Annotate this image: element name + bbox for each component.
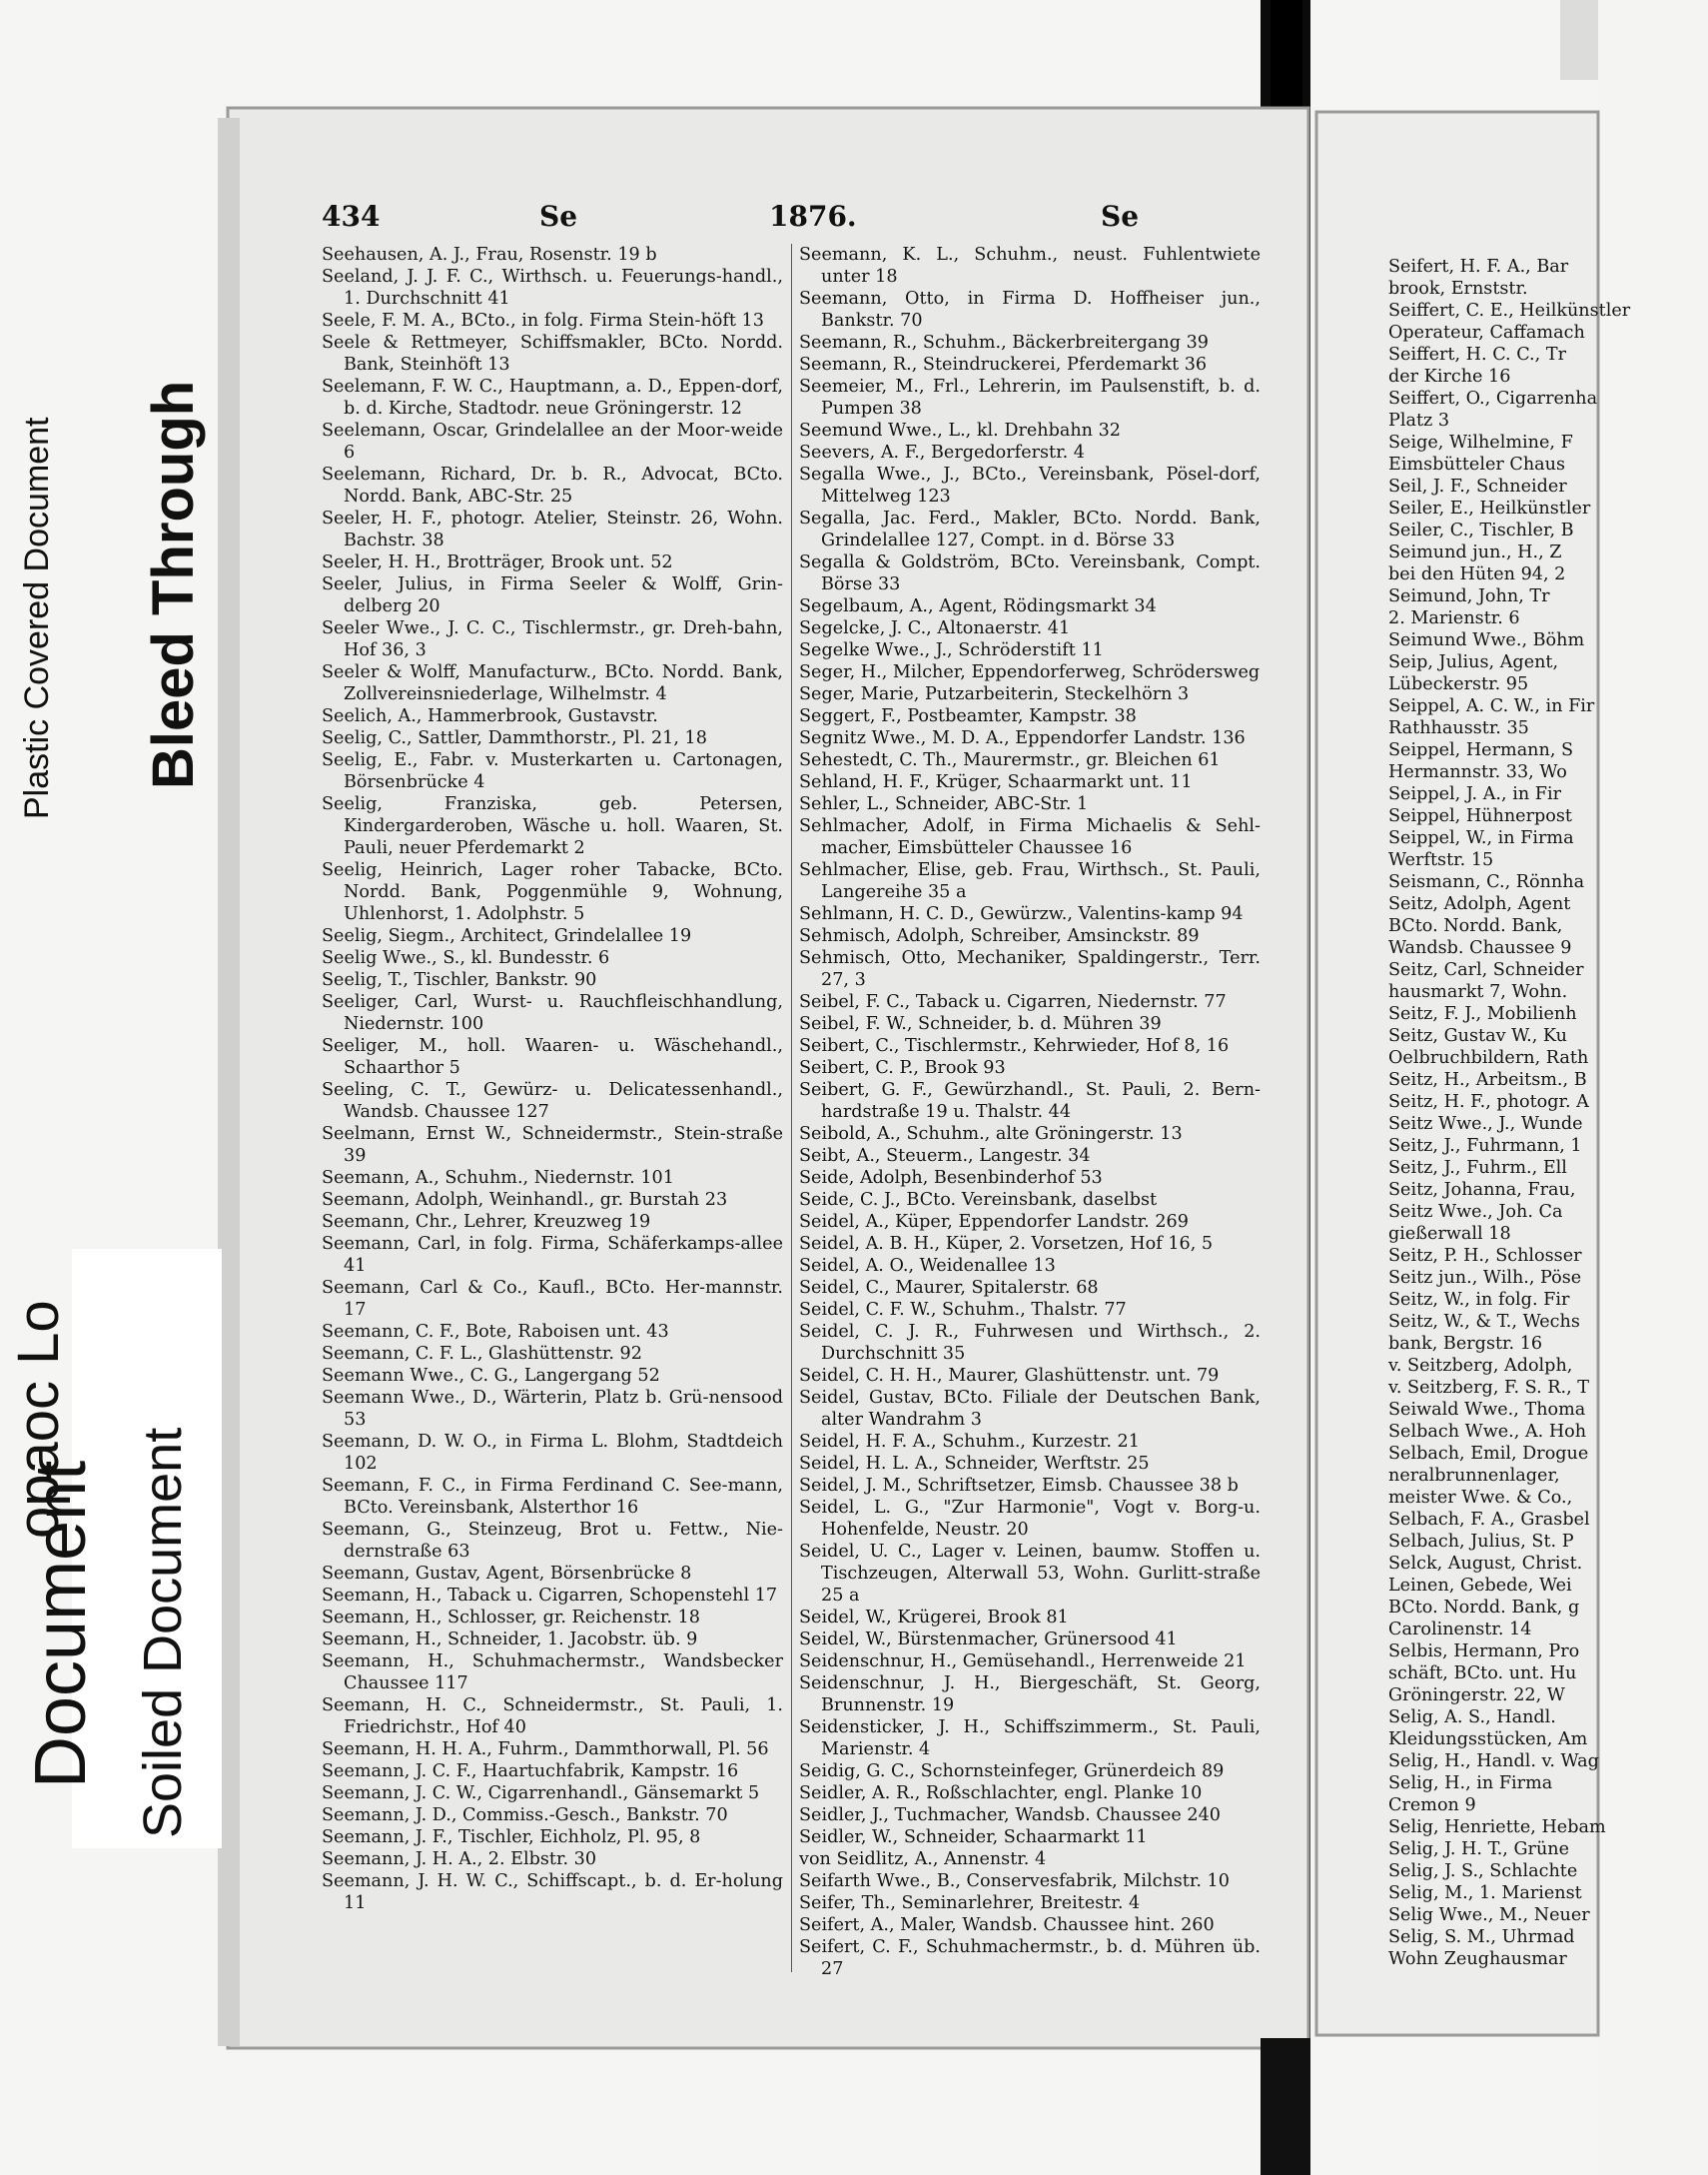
directory-entry: Seibert, C. P., Brook 93 [799, 1058, 1006, 1078]
directory-entry: Selbach, Emil, Drogue [1388, 1444, 1589, 1464]
directory-entry: gießerwall 18 [1388, 1224, 1511, 1244]
directory-entry: Seitz Wwe., J., Wunde [1388, 1114, 1583, 1134]
directory-entry: Seemann, K. L., Schuhm., neust. Fuhlentwiete unter 18 [799, 245, 1261, 287]
directory-entry: Seemann, G., Steinzeug, Brot u. Fettw., Nie-dernstraße 63 [322, 1520, 783, 1562]
directory-entry: Segalla Wwe., J., BCto., Vereinsbank, Pösel-dorf, Mittelweg 123 [799, 465, 1261, 507]
directory-entry: Seippel, A. C. W., in Fir [1388, 696, 1595, 716]
directory-entry: Kleidungsstücken, Am [1388, 1729, 1588, 1749]
directory-entry: Seitz, Johanna, Frau, [1388, 1180, 1576, 1200]
directory-entry: Seige, Wilhelmine, F [1388, 433, 1573, 453]
directory-entry: Seidel, L. G., "Zur Harmonie", Vogt v. Borg-u. Hohenfelde, Neustr. 20 [799, 1498, 1261, 1540]
directory-entry: Seemann, C. F., Bote, Raboisen unt. 43 [322, 1322, 669, 1342]
directory-entry: Seemann, J. H. A., 2. Elbstr. 30 [322, 1849, 597, 1869]
directory-entry: Seitz, Gustav W., Ku [1388, 1026, 1567, 1046]
directory-entry: Seiwald Wwe., Thoma [1388, 1400, 1586, 1420]
directory-entry: neralbrunnenlager, [1388, 1466, 1560, 1486]
directory-entry: Seifarth Wwe., B., Conservesfabrik, Milchstr. 10 [799, 1871, 1230, 1891]
directory-entry: Seemann, J. H. W. C., Schiffscapt., b. d. Er-holung 11 [322, 1871, 783, 1913]
directory-entry: Seidel, C. J. R., Fuhrwesen und Wirthsch., 2. Durchschnitt 35 [799, 1322, 1261, 1364]
directory-entry: Seide, Adolph, Besenbinderhof 53 [799, 1168, 1103, 1188]
directory-entry: Selbach, Julius, St. P [1388, 1532, 1574, 1552]
directory-entry: Selbach Wwe., A. Hoh [1388, 1422, 1587, 1442]
directory-entry: Seippel, J. A., in Fir [1388, 784, 1561, 804]
directory-entry: Selck, August, Christ. [1388, 1554, 1583, 1574]
directory-entry: Seifert, A., Maler, Wandsb. Chaussee hint. 260 [799, 1915, 1215, 1935]
directory-entry: Seitz jun., Wilh., Pöse [1388, 1268, 1582, 1288]
directory-page [240, 112, 1296, 2040]
directory-entry: Seidenschnur, H., Gemüsehandl., Herrenweide 21 [799, 1651, 1247, 1671]
directory-entry: Seitz, H. F., photogr. A [1388, 1092, 1589, 1112]
directory-entry: Oelbruchbildern, Rath [1388, 1048, 1589, 1068]
directory-entry: Seemann, Carl, in folg. Firma, Schäferkamps-allee 41 [322, 1234, 783, 1276]
directory-entry: Seeler & Wolff, Manufacturw., BCto. Nordd. Bank, Zollvereinsniederlage, Wilhelmstr. 4 [322, 662, 783, 704]
directory-entry: Seelemann, Oscar, Grindelallee an der Moor-weide 6 [322, 421, 783, 463]
page-header [322, 200, 1211, 240]
directory-entry: Eimsbütteler Chaus [1388, 455, 1566, 475]
directory-entry: Seger, H., Milcher, Eppendorferweg, Schrödersweg [799, 662, 1261, 682]
directory-entry: Seeliger, Carl, Wurst- u. Rauchfleischhandlung, Niedernstr. 100 [322, 992, 783, 1034]
directory-entry: Seitz, W., in folg. Fir [1388, 1290, 1570, 1310]
directory-entry: Seemann, H., Schneider, 1. Jacobstr. üb. 9 [322, 1630, 698, 1649]
directory-entry: Sehlmann, H. C. D., Gewürzw., Valentins-kamp 94 [799, 904, 1244, 924]
directory-entry: Sehestedt, C. Th., Maurermstr., gr. Bleichen 61 [799, 750, 1221, 770]
directory-entry: Selig Wwe., M., Neuer [1388, 1905, 1590, 1925]
directory-entry: Sehmisch, Otto, Mechaniker, Spaldingerstr., Terr. 27, 3 [799, 948, 1261, 990]
directory-entry: Seidel, H. F. A., Schuhm., Kurzestr. 21 [799, 1432, 1140, 1452]
next-page-column [1388, 256, 1708, 1970]
directory-entry: Seemann, H., Schuhmachermstr., Wandsbecker Chaussee 117 [322, 1651, 783, 1693]
directory-entry: Lübeckerstr. 95 [1388, 674, 1529, 694]
directory-entry: Sehlmacher, Elise, geb. Frau, Wirthsch., St. Pauli, Langereihe 35 a [799, 860, 1261, 902]
directory-entry: Seiffert, C. E., Heilkünstler [1388, 301, 1631, 321]
directory-entry: Seggert, F., Postbeamter, Kampstr. 38 [799, 706, 1137, 726]
directory-entry: Seele, F. M. A., BCto., in folg. Firma Stein-höft 13 [322, 311, 764, 331]
directory-entry: Segelke Wwe., J., Schröderstift 11 [799, 640, 1104, 660]
directory-entry: Segalla, Jac. Ferd., Makler, BCto. Nordd. Bank, Grindelallee 127, Compt. in d. Börse 33 [799, 509, 1261, 550]
directory-entry: Seidel, W., Krügerei, Brook 81 [799, 1608, 1069, 1628]
directory-entry: Sehland, H. F., Krüger, Schaarmarkt unt. 11 [799, 772, 1193, 792]
directory-entry: Selbis, Hermann, Pro [1388, 1641, 1580, 1661]
left-column [322, 244, 783, 1914]
directory-entry: brook, Ernststr. [1388, 279, 1528, 299]
directory-entry: Seifert, C. F., Schuhmachermstr., b. d. Mühren üb. 27 [799, 1937, 1261, 1979]
directory-entry: Seelig, E., Fabr. v. Musterkarten u. Cartonagen, Börsenbrücke 4 [322, 750, 783, 792]
directory-entry: Seemann, R., Schuhm., Bäckerbreitergang 39 [799, 333, 1209, 353]
directory-entry: Seger, Marie, Putzarbeiterin, Steckelhörn 3 [799, 684, 1190, 704]
directory-entry: Seil, J. F., Schneider [1388, 477, 1567, 497]
directory-entry: v. Seitzberg, F. S. R., T [1388, 1378, 1590, 1398]
directory-entry: Seitz, Carl, Schneider [1388, 960, 1584, 980]
directory-entry: BCto. Nordd. Bank, g [1388, 1598, 1580, 1618]
directory-entry: Seelig, Franziska, geb. Petersen, Kindergarderoben, Wäsche u. holl. Waaren, St. Pauli, neuer Pferdemarkt 2 [322, 794, 783, 858]
directory-entry: Seitz, J., Fuhrm., Ell [1388, 1158, 1567, 1178]
directory-entry: Seemann, J. C. F., Haartuchfabrik, Kampstr. 16 [322, 1761, 739, 1781]
directory-entry: Seide, C. J., BCto. Vereinsbank, daselbst [799, 1190, 1158, 1210]
directory-entry: Seidel, C., Maurer, Spitalerstr. 68 [799, 1278, 1099, 1298]
document-label: Document [21, 1460, 101, 1788]
directory-entry: Seip, Julius, Agent, [1388, 652, 1559, 672]
directory-entry: Selbach, F. A., Grasbel [1388, 1510, 1590, 1530]
directory-entry: hausmarkt 7, Wohn. [1388, 982, 1568, 1002]
directory-entry: Seeler Wwe., J. C. C., Tischlermstr., gr. Dreh-bahn, Hof 36, 3 [322, 618, 783, 660]
directory-entry: Platz 3 [1388, 411, 1450, 431]
directory-entry: Seelemann, F. W. C., Hauptmann, a. D., Eppen-dorf, b. d. Kirche, Stadtodr. neue Gröningerstr. 12 [322, 377, 783, 419]
cut-off-label: opaoc Lo [6, 1300, 71, 1539]
directory-entry: Seippel, Hermann, S [1388, 740, 1574, 760]
directory-entry: Werftstr. 15 [1388, 850, 1494, 870]
directory-entry: Seimund, John, Tr [1388, 586, 1550, 606]
directory-entry: Seimund jun., H., Z [1388, 543, 1562, 562]
directory-entry: Hermannstr. 33, Wo [1388, 762, 1567, 782]
directory-entry: Seibert, G. F., Gewürzhandl., St. Pauli, 2. Bern-hardstraße 19 u. Thalstr. 44 [799, 1080, 1261, 1122]
directory-entry: Wohn Zeughausmar [1388, 1949, 1567, 1969]
directory-entry: Seemund Wwe., L., kl. Drehbahn 32 [799, 421, 1121, 441]
directory-entry: Seidel, A. B. H., Küper, 2. Vorsetzen, Hof 16, 5 [799, 1234, 1214, 1254]
directory-entry: Leinen, Gebede, Wei [1388, 1576, 1572, 1596]
directory-entry: Seeler, Julius, in Firma Seeler & Wolff, Grin-delberg 20 [322, 574, 783, 616]
directory-entry: Seismann, C., Rönnha [1388, 872, 1585, 892]
directory-entry: schäft, BCto. unt. Hu [1388, 1663, 1577, 1683]
directory-entry: Seelig, Siegm., Architect, Grindelallee 19 [322, 926, 692, 946]
directory-entry: Seelemann, Richard, Dr. b. R., Advocat, BCto. Nordd. Bank, ABC-Str. 25 [322, 465, 783, 507]
directory-entry: Seitz, F. J., Mobilienh [1388, 1004, 1577, 1024]
column-divider [791, 244, 792, 1972]
directory-entry: Seemann, J. F., Tischler, Eichholz, Pl. 95, 8 [322, 1827, 701, 1847]
directory-entry: Seidel, H. L. A., Schneider, Werftstr. 25 [799, 1454, 1150, 1474]
directory-entry: Seemeier, M., Frl., Lehrerin, im Paulsenstift, b. d. Pumpen 38 [799, 377, 1261, 419]
directory-entry: Seimund Wwe., Böhm [1388, 630, 1585, 650]
directory-entry: Seiler, C., Tischler, B [1388, 521, 1574, 541]
directory-entry: Seemann, H. H. A., Fuhrm., Dammthorwall, Pl. 56 [322, 1739, 769, 1759]
directory-entry: Seemann, D. W. O., in Firma L. Blohm, Stadtdeich 102 [322, 1432, 783, 1474]
header-year: 1876. [769, 200, 857, 233]
directory-entry: Seiffert, H. C. C., Tr [1388, 345, 1566, 365]
directory-entry: Seidel, W., Bürstenmacher, Grünersood 41 [799, 1630, 1178, 1649]
directory-entry: Seibert, C., Tischlermstr., Kehrwieder, Hof 8, 16 [799, 1036, 1230, 1056]
directory-entry: Segelbaum, A., Agent, Rödingsmarkt 34 [799, 596, 1157, 616]
directory-entry: Seemann, J. D., Commiss.-Gesch., Bankstr. 70 [322, 1805, 728, 1825]
directory-entry: Seeland, J. J. F. C., Wirthsch. u. Feuerungs-handl., 1. Durchschnitt 41 [322, 267, 783, 309]
directory-entry: Seidel, C. H. H., Maurer, Glashüttenstr. unt. 79 [799, 1366, 1220, 1386]
directory-entry: Sehmisch, Adolph, Schreiber, Amsinckstr. 89 [799, 926, 1200, 946]
directory-entry: Seemann, Adolph, Weinhandl., gr. Burstah 23 [322, 1190, 728, 1210]
directory-entry: Seemann, H., Taback u. Cigarren, Schopenstehl 17 [322, 1586, 778, 1606]
header-right-key: Se [1101, 200, 1140, 233]
directory-entry: Seitz, H., Arbeitsm., B [1388, 1070, 1587, 1090]
directory-entry: Seidensticker, J. H., Schiffszimmerm., St. Pauli, Marienstr. 4 [799, 1717, 1261, 1759]
directory-entry: Seitz, J., Fuhrmann, 1 [1388, 1136, 1582, 1156]
directory-entry: Seemann, J. C. W., Cigarrenhandl., Gänsemarkt 5 [322, 1783, 760, 1803]
directory-entry: Seemann Wwe., D., Wärterin, Platz b. Grü-nensood 53 [322, 1388, 783, 1430]
directory-entry: Selig, H., in Firma [1388, 1773, 1553, 1793]
directory-entry: BCto. Nordd. Bank, [1388, 916, 1563, 936]
directory-entry: Seidel, Gustav, BCto. Filiale der Deutschen Bank, alter Wandrahm 3 [799, 1388, 1261, 1430]
directory-entry: Cremon 9 [1388, 1795, 1476, 1815]
directory-entry: Seidenschnur, J. H., Biergeschäft, St. Georg, Brunnenstr. 19 [799, 1673, 1261, 1715]
directory-entry: 2. Marienstr. 6 [1388, 608, 1520, 628]
directory-entry: Seidler, A. R., Roßschlachter, engl. Planke 10 [799, 1783, 1203, 1803]
directory-entry: Seitz Wwe., Joh. Ca [1388, 1202, 1563, 1222]
directory-entry: Gröningerstr. 22, W [1388, 1685, 1565, 1705]
directory-entry: Seele & Rettmeyer, Schiffsmakler, BCto. Nordd. Bank, Steinhöft 13 [322, 333, 783, 375]
directory-entry: Seelmann, Ernst W., Schneidermstr., Stein-straße 39 [322, 1124, 783, 1166]
directory-entry: der Kirche 16 [1388, 367, 1511, 387]
directory-entry: Rathhausstr. 35 [1388, 718, 1529, 738]
directory-entry: Sehler, L., Schneider, ABC-Str. 1 [799, 794, 1089, 814]
directory-entry: Seehausen, A. J., Frau, Rosenstr. 19 b [322, 245, 657, 265]
next-page-fragment [1320, 116, 1631, 2029]
directory-entry: Carolinenstr. 14 [1388, 1620, 1532, 1639]
directory-entry: Selig, J. H. T., Grüne [1388, 1839, 1570, 1859]
directory-entry: Seiler, E., Heilkünstler [1388, 499, 1591, 519]
directory-entry: Seidel, U. C., Lager v. Leinen, baumw. Stoffen u. Tischzeugen, Alterwall 53, Wohn. Gurlitt-straße 25 a [799, 1542, 1261, 1606]
directory-entry: Seippel, Hühnerpost [1388, 806, 1572, 826]
directory-entry: Seemann, H., Schlosser, gr. Reichenstr. 18 [322, 1608, 700, 1628]
directory-entry: Seelig, C., Sattler, Dammthorstr., Pl. 21, 18 [322, 728, 707, 748]
directory-entry: Seemann, A., Schuhm., Niedernstr. 101 [322, 1168, 674, 1188]
directory-entry: Seelig, T., Tischler, Bankstr. 90 [322, 970, 597, 990]
header-left-key: Se [539, 200, 578, 233]
directory-entry: Seidler, W., Schneider, Schaarmarkt 11 [799, 1827, 1148, 1847]
directory-entry: Seeler, H. H., Brotträger, Brook unt. 52 [322, 552, 673, 572]
directory-entry: Wandsb. Chaussee 9 [1388, 938, 1572, 958]
directory-entry: Operateur, Caffamach [1388, 323, 1585, 343]
directory-entry: Seemann, F. C., in Firma Ferdinand C. See-mann, BCto. Vereinsbank, Alsterthor 16 [322, 1476, 783, 1518]
directory-entry: Seitz, Adolph, Agent [1388, 894, 1571, 914]
directory-entry: Seeliger, M., holl. Waaren- u. Wäschehandl., Schaarthor 5 [322, 1036, 783, 1078]
soiled-document-label: Soiled Document [133, 1427, 193, 1838]
directory-entry: Segnitz Wwe., M. D. A., Eppendorfer Landstr. 136 [799, 728, 1246, 748]
directory-entry: Seemann, C. F. L., Glashüttenstr. 92 [322, 1344, 642, 1364]
directory-entry: Selig, H., Handl. v. Wag [1388, 1751, 1599, 1771]
directory-entry: Segalla & Goldström, BCto. Vereinsbank, Compt. Börse 33 [799, 552, 1261, 594]
directory-entry: Selig, A. S., Handl. [1388, 1707, 1556, 1727]
directory-entry: Seemann, Otto, in Firma D. Hoffheiser jun., Bankstr. 70 [799, 289, 1261, 331]
page-number: 434 [322, 200, 381, 233]
directory-entry: Seidel, A., Küper, Eppendorfer Landstr. 269 [799, 1212, 1189, 1232]
directory-entry: Seemann, R., Steindruckerei, Pferdemarkt 36 [799, 355, 1208, 375]
directory-entry: Seibel, F. W., Schneider, b. d. Mühren 39 [799, 1014, 1162, 1034]
directory-entry: Seibel, F. C., Taback u. Cigarren, Niedernstr. 77 [799, 992, 1227, 1012]
directory-entry: bank, Bergstr. 16 [1388, 1334, 1543, 1354]
directory-entry: Seibold, A., Schuhm., alte Gröningerstr. 13 [799, 1124, 1183, 1144]
directory-entry: Selig, M., 1. Marienst [1388, 1883, 1582, 1903]
directory-entry: meister Wwe. & Co., [1388, 1488, 1573, 1508]
directory-entry: Seemann, H. C., Schneidermstr., St. Pauli, 1. Friedrichstr., Hof 40 [322, 1695, 783, 1737]
directory-entry: Seippel, W., in Firma [1388, 828, 1574, 848]
directory-entry: Seidig, G. C., Schornsteinfeger, Grünerdeich 89 [799, 1761, 1225, 1781]
directory-entry: bei den Hüten 94, 2 [1388, 564, 1566, 584]
directory-entry: Segelcke, J. C., Altonaerstr. 41 [799, 618, 1071, 638]
directory-entry: Seelig Wwe., S., kl. Bundesstr. 6 [322, 948, 610, 968]
directory-entry: Selig, Henriette, Hebam [1388, 1817, 1606, 1837]
directory-entry: Seemann Wwe., C. G., Langergang 52 [322, 1366, 660, 1386]
directory-entry: Seifert, H. F. A., Bar [1388, 257, 1569, 277]
directory-entry: Seitz, W., & T., Wechs [1388, 1312, 1580, 1332]
directory-entry: Seeler, H. F., photogr. Atelier, Steinstr. 26, Wohn. Bachstr. 38 [322, 509, 783, 550]
directory-entry: Seibt, A., Steuerm., Langestr. 34 [799, 1146, 1091, 1166]
directory-entry: Seitz, P. H., Schlosser [1388, 1246, 1582, 1266]
directory-entry: Selig, J. S., Schlachte [1388, 1861, 1578, 1881]
directory-entry: Seemann, Carl & Co., Kaufl., BCto. Her-mannstr. 17 [322, 1278, 783, 1320]
directory-entry: Seeling, C. T., Gewürz- u. Delicatessenhandl., Wandsb. Chaussee 127 [322, 1080, 783, 1122]
directory-entry: Seemann, Gustav, Agent, Börsenbrücke 8 [322, 1564, 692, 1584]
directory-entry: Seidler, J., Tuchmacher, Wandsb. Chaussee 240 [799, 1805, 1221, 1825]
directory-entry: Seelig, Heinrich, Lager roher Tabacke, BCto. Nordd. Bank, Poggenmühle 9, Wohnung, Uhlenhorst, 1. Adolphstr. 5 [322, 860, 783, 924]
directory-entry: Seidel, C. F. W., Schuhm., Thalstr. 77 [799, 1300, 1127, 1320]
directory-entry: Seifer, Th., Seminarlehrer, Breitestr. 4 [799, 1893, 1141, 1913]
directory-entry: Selig, S. M., Uhrmad [1388, 1927, 1575, 1947]
bleed-through-label: Bleed Through [141, 380, 206, 789]
directory-entry: Seelich, A., Hammerbrook, Gustavstr. [322, 706, 658, 726]
directory-entry: v. Seitzberg, Adolph, [1388, 1356, 1573, 1376]
plastic-covered-label: Plastic Covered Document [18, 417, 56, 819]
directory-entry: Seidel, J. M., Schriftsetzer, Eimsb. Chaussee 38 b [799, 1476, 1239, 1496]
directory-entry: Seemann, Chr., Lehrer, Kreuzweg 19 [322, 1212, 651, 1232]
directory-entry: Seevers, A. F., Bergedorferstr. 4 [799, 443, 1085, 463]
directory-entry: Seidel, A. O., Weidenallee 13 [799, 1256, 1056, 1276]
directory-entry: Seiffert, O., Cigarrenha [1388, 389, 1598, 409]
directory-entry: von Seidlitz, A., Annenstr. 4 [799, 1849, 1047, 1869]
directory-entry: Sehlmacher, Adolf, in Firma Michaelis & Sehl-macher, Eimsbütteler Chaussee 16 [799, 816, 1261, 858]
right-column [799, 244, 1261, 1980]
